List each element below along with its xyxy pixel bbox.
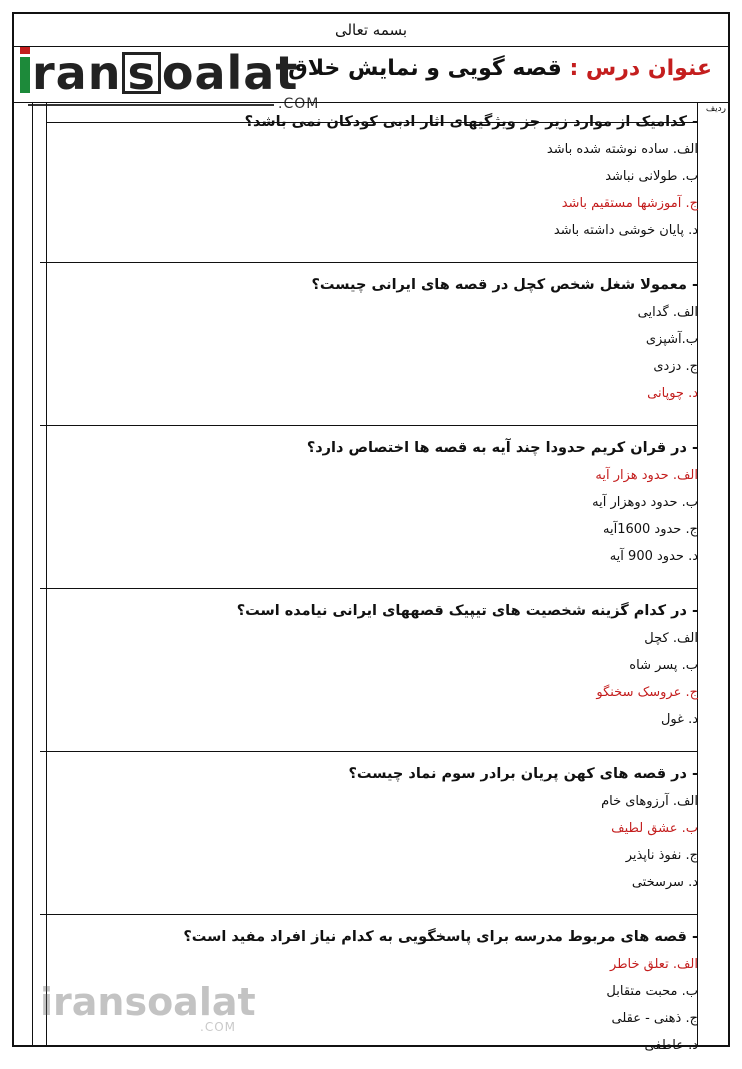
question-separator [40,914,698,915]
answer-option: د. پایان خوشی داشته باشد [553,223,698,238]
answer-option: د. حدود 900 آیه [609,549,698,564]
question-separator [40,262,698,263]
correct-option: الف. حدود هزار آیه [595,468,698,483]
correct-option: ب. عشق لطیف [611,821,698,836]
question-block [40,603,698,743]
logo-i-icon [20,57,30,93]
question-separator [40,751,698,752]
question-text: - کدامیک از موارد زیر جز ویژگیهای اثار ادبی کودکان نمی باشد؟ [244,114,698,130]
answer-option: ب. طولانی نباشد [605,169,698,184]
answer-option: ج. دزدی [653,359,698,374]
logo-com: .COM [278,96,320,112]
answer-option: الف. کچل [644,631,698,646]
answer-option: الف. ساده نوشته شده باشد [546,142,698,157]
watermark-logo [40,980,300,1040]
questions-list [40,114,698,1069]
answer-option: ب.آشپزی [645,332,698,347]
left-column-line [32,102,33,1045]
answer-option: د. عاطفی [644,1038,698,1053]
answer-option: ب. پسر شاه [629,658,698,673]
radif-label: ردیف [705,104,726,114]
answer-option: ج. ذهنی - عقلی [611,1011,698,1026]
answer-option: ب. محبت متقابل [606,984,698,999]
question-block [40,114,698,254]
lesson-label: عنوان درس : [569,56,712,81]
top-title: بسمه تعالی [14,14,728,47]
question-separator [40,425,698,426]
grid-top-line [14,102,728,103]
question-separator [40,588,698,589]
question-text: - در قران کریم حدودا چند آیه به قصه ها اختصاص دارد؟ [306,440,698,456]
question-text: - معمولا شغل شخص کچل در قصه های ایرانی چیست؟ [311,277,698,293]
correct-option: ج. عروسک سخنگو [596,685,698,700]
answer-option: د. غول [660,712,698,727]
answer-option: الف. آرزوهای خام [601,794,698,809]
question-text: - در قصه های کهن پریان برادر سوم نماد چیست؟ [348,766,698,782]
watermark-com: .COM [200,1020,236,1034]
answer-option: ج. حدود 1600آیه [602,522,698,537]
watermark-wordmark: iransoalat [40,980,256,1024]
lesson-heading [288,56,712,81]
question-text: - قصه های مربوط مدرسه برای پاسخگویی به کدام نیاز افراد مفید است؟ [183,929,698,945]
logo-underline [28,104,274,106]
answer-option: الف. گدایی [637,305,698,320]
lesson-title: قصه گویی و نمایش خلاق [288,56,562,81]
correct-option: الف. تعلق خاطر [610,957,698,972]
question-text: - در کدام گزینه شخصیت های تیپیک قصههای ایرانی نیامده است؟ [236,603,698,619]
answer-option: د. سرسختی [631,875,698,890]
correct-option: د. چوپانی [647,386,698,401]
question-block [40,440,698,580]
question-block [40,766,698,906]
answer-option: ب. حدود دوهزار آیه [592,495,698,510]
answer-option: ج. نفوذ ناپذیر [625,848,698,863]
correct-option: ج. آموزشها مستقیم باشد [561,196,698,211]
logo-wordmark: ran s oalat [20,46,298,100]
question-block [40,277,698,417]
